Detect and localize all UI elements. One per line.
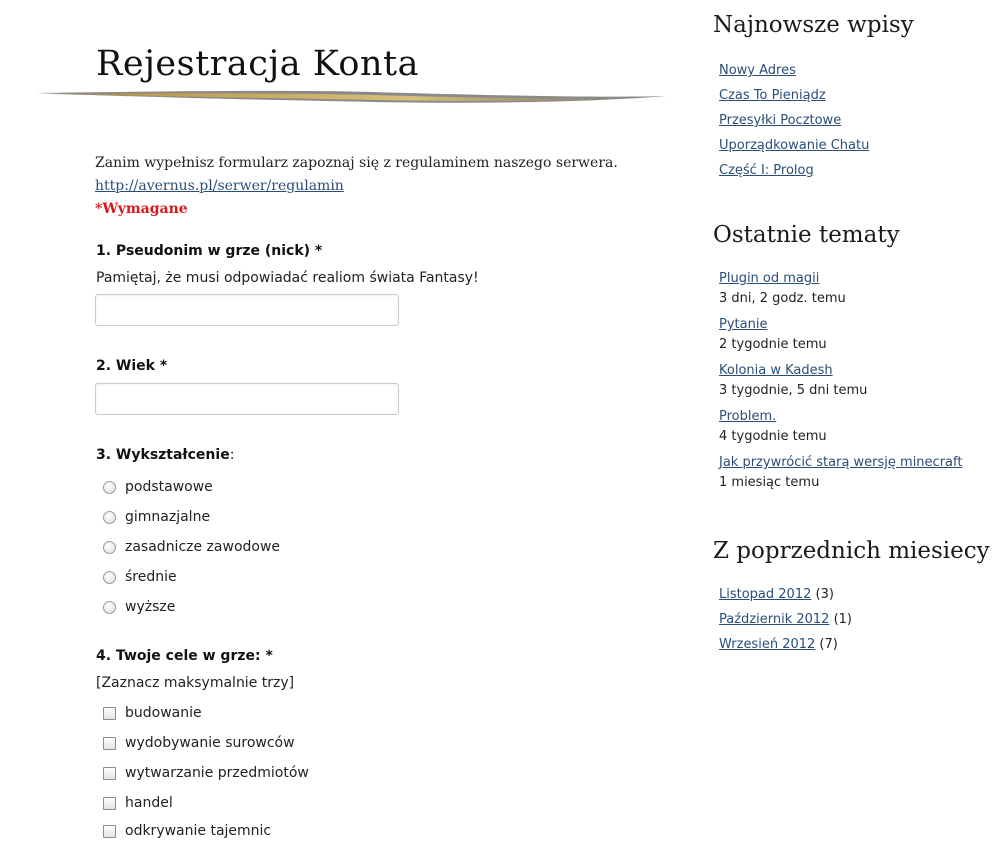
recent-post-link[interactable]: Część I: Prolog xyxy=(719,163,814,178)
checkbox[interactable] xyxy=(103,797,116,810)
radio-button[interactable] xyxy=(103,571,116,584)
nickname-input[interactable] xyxy=(95,294,399,326)
question-4-label: 4. Twoje cele w grze xyxy=(96,648,256,664)
option-label: wyższe xyxy=(125,599,176,615)
question-3-label: 3. Wykształcenie xyxy=(96,447,230,463)
recent-post-link[interactable]: Uporządkowanie Chatu xyxy=(719,138,870,153)
topic-time: 3 tygodnie, 5 dni temu xyxy=(719,383,868,398)
topic-time: 3 dni, 2 godz. temu xyxy=(719,291,846,306)
checkbox[interactable] xyxy=(103,767,116,780)
archive-link[interactable]: Październik 2012 xyxy=(719,612,830,627)
option-label: budowanie xyxy=(125,705,202,721)
radio-button[interactable] xyxy=(103,511,116,524)
goal-option[interactable] xyxy=(102,763,309,783)
required-note: *Wymagane xyxy=(95,201,188,217)
checkbox[interactable] xyxy=(103,737,116,750)
list-item xyxy=(719,269,962,315)
list-item xyxy=(719,135,869,160)
list-item xyxy=(719,407,962,453)
archive-count: (1) xyxy=(833,612,853,627)
education-option[interactable] xyxy=(102,477,213,497)
archive-count: (7) xyxy=(819,637,838,652)
radio-button[interactable] xyxy=(103,601,116,614)
recent-posts-heading: Najnowsze wpisy xyxy=(713,12,914,38)
list-item xyxy=(719,361,962,407)
recent-posts-list xyxy=(719,60,869,185)
title-underline-swoosh xyxy=(34,84,674,114)
topic-link[interactable]: Jak przywrócić starą wersję minecraft xyxy=(719,455,963,470)
question-1-help: Pamiętaj, że musi odpowiadać realiom świata Fantasy! xyxy=(96,270,479,286)
option-label: podstawowe xyxy=(125,479,213,495)
recent-topics-list xyxy=(719,269,962,499)
question-2-title: 2. Wiek * xyxy=(96,358,168,374)
list-item xyxy=(719,586,852,611)
education-option[interactable] xyxy=(102,507,210,527)
list-item xyxy=(719,85,869,110)
topic-time: 4 tygodnie temu xyxy=(719,429,827,444)
option-label: odkrywanie tajemnic xyxy=(125,823,272,839)
archives-heading: Z poprzednich miesiecy xyxy=(713,538,990,564)
archive-link[interactable]: Wrzesień 2012 xyxy=(719,637,816,652)
checkbox[interactable] xyxy=(103,707,116,720)
goal-option[interactable] xyxy=(102,821,271,841)
goal-option[interactable] xyxy=(102,703,202,723)
intro-text-block xyxy=(95,152,675,221)
archive-count: (3) xyxy=(815,587,834,602)
education-option[interactable] xyxy=(102,567,177,587)
question-4-suffix: : * xyxy=(255,648,273,664)
sidebar xyxy=(700,0,997,833)
goal-option[interactable] xyxy=(102,733,295,753)
option-label: handel xyxy=(125,795,173,811)
question-4-title xyxy=(96,648,273,664)
question-3-title xyxy=(96,447,234,463)
list-item xyxy=(719,60,869,85)
list-item xyxy=(719,453,962,499)
age-input[interactable] xyxy=(95,383,399,415)
rules-link[interactable]: http://avernus.pl/serwer/regulamin xyxy=(95,178,344,194)
education-option[interactable] xyxy=(102,597,175,617)
question-3-suffix: : xyxy=(229,447,235,463)
radio-button[interactable] xyxy=(103,481,116,494)
archive-link[interactable]: Listopad 2012 xyxy=(719,587,812,602)
intro-text: Zanim wypełnisz formularz zapoznaj się z regulaminem naszego serwera. xyxy=(95,155,618,171)
option-label: wytwarzanie przedmiotów xyxy=(125,765,309,781)
option-label: zasadnicze zawodowe xyxy=(125,539,281,555)
topic-link[interactable]: Pytanie xyxy=(719,317,768,332)
topic-link[interactable]: Kolonia w Kadesh xyxy=(719,363,833,378)
topic-time: 1 miesiąc temu xyxy=(719,475,820,490)
recent-post-link[interactable]: Czas To Pieniądz xyxy=(719,88,826,103)
topic-link[interactable]: Problem. xyxy=(719,409,777,424)
archives-list xyxy=(719,586,852,661)
recent-topics-heading: Ostatnie tematy xyxy=(713,222,900,248)
recent-post-link[interactable]: Przesyłki Pocztowe xyxy=(719,113,842,128)
page-title: Rejestracja Konta xyxy=(96,44,419,84)
question-1-title: 1. Pseudonim w grze (nick) * xyxy=(96,243,323,259)
checkbox[interactable] xyxy=(103,825,116,838)
list-item xyxy=(719,110,869,135)
option-label: średnie xyxy=(125,569,177,585)
question-4-help: [Zaznacz maksymalnie trzy] xyxy=(96,675,295,691)
topic-link[interactable]: Plugin od magii xyxy=(719,271,820,286)
list-item xyxy=(719,315,962,361)
list-item xyxy=(719,636,852,661)
option-label: gimnazjalne xyxy=(125,509,211,525)
education-option[interactable] xyxy=(102,537,280,557)
recent-post-link[interactable]: Nowy Adres xyxy=(719,63,796,78)
option-label: wydobywanie surowców xyxy=(125,735,295,751)
radio-button[interactable] xyxy=(103,541,116,554)
list-item xyxy=(719,160,869,185)
goal-option[interactable] xyxy=(102,793,173,813)
topic-time: 2 tygodnie temu xyxy=(719,337,827,352)
list-item xyxy=(719,611,852,636)
